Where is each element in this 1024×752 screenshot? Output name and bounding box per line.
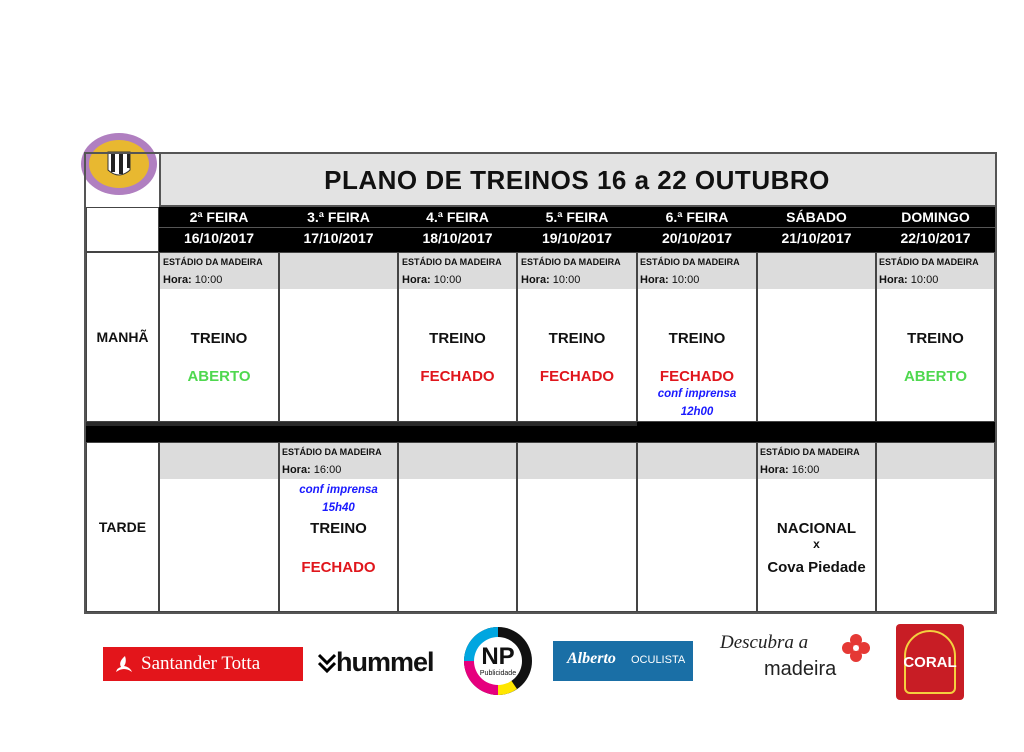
hora-text: Hora: bbox=[640, 274, 669, 286]
treino-label: TREINO bbox=[190, 330, 248, 347]
np-text: NP bbox=[481, 643, 515, 670]
day-header-wed bbox=[398, 207, 517, 252]
row-label-morning: MANHÃ bbox=[96, 329, 149, 345]
status-open: ABERTO bbox=[187, 368, 251, 385]
match-home-team: NACIONAL bbox=[776, 520, 857, 537]
day-name: SÁBADO bbox=[786, 209, 847, 225]
madeira-text: madeira bbox=[764, 658, 837, 680]
time-label bbox=[402, 274, 461, 286]
status-closed: FECHADO bbox=[420, 368, 495, 385]
day-date: 18/10/2017 bbox=[398, 227, 517, 248]
day-header-sun bbox=[876, 207, 995, 252]
santander-logo bbox=[103, 647, 303, 681]
venue-label: ESTÁDIO DA MADEIRA bbox=[760, 447, 860, 457]
day-name: 5.ª FEIRA bbox=[545, 209, 609, 225]
time-value: 16:00 bbox=[313, 464, 342, 476]
coral-beer-logo bbox=[896, 624, 964, 700]
day-header-fri bbox=[637, 207, 757, 252]
morning-band-tue bbox=[280, 253, 397, 289]
np-sub-text: Publicidade bbox=[479, 670, 517, 677]
hummel-logo bbox=[318, 646, 443, 680]
venue-label: ESTÁDIO DA MADEIRA bbox=[521, 257, 621, 267]
day-name: 6.ª FEIRA bbox=[665, 209, 729, 225]
match-versus: x bbox=[813, 537, 820, 551]
time-value: 10:00 bbox=[671, 274, 700, 286]
hora-text: Hora: bbox=[163, 274, 192, 286]
time-label bbox=[521, 274, 580, 286]
treino-label: TREINO bbox=[429, 330, 486, 347]
afternoon-band-sun bbox=[877, 443, 994, 479]
chevron-icon bbox=[318, 652, 336, 674]
morning-band-sat bbox=[758, 253, 875, 289]
afternoon-band-thu bbox=[518, 443, 636, 479]
time-label bbox=[640, 274, 699, 286]
press-conference-time: 15h40 bbox=[322, 502, 355, 514]
venue-label: ESTÁDIO DA MADEIRA bbox=[640, 257, 740, 267]
descubra-text: Descubra a bbox=[720, 632, 809, 653]
afternoon-band-mon bbox=[160, 443, 278, 479]
hora-text: Hora: bbox=[760, 464, 789, 476]
match-away-team: Cova Piedade bbox=[767, 559, 866, 576]
row-label-afternoon: TARDE bbox=[98, 519, 147, 535]
venue-label: ESTÁDIO DA MADEIRA bbox=[402, 257, 502, 267]
day-date: 22/10/2017 bbox=[876, 227, 995, 248]
day-date: 20/10/2017 bbox=[637, 227, 757, 248]
status-closed: FECHADO bbox=[539, 368, 615, 385]
np-publicidade-logo bbox=[455, 624, 541, 698]
afternoon-band-wed bbox=[399, 443, 516, 479]
flame-icon bbox=[113, 654, 135, 674]
page-title: PLANO DE TREINOS 16 a 22 OUTUBRO bbox=[324, 165, 830, 195]
day-name: 3.ª FEIRA bbox=[307, 209, 370, 225]
descubra-madeira-logo bbox=[716, 630, 876, 686]
santander-text: Santander Totta bbox=[141, 653, 261, 674]
time-label bbox=[282, 464, 341, 476]
venue-label: ESTÁDIO DA MADEIRA bbox=[879, 257, 979, 267]
status-closed: FECHADO bbox=[301, 559, 376, 576]
status-open: ABERTO bbox=[903, 368, 968, 385]
press-conference-time: 12h00 bbox=[680, 406, 714, 418]
day-header-mon bbox=[159, 207, 279, 252]
day-date: 21/10/2017 bbox=[757, 227, 876, 248]
hora-text: Hora: bbox=[402, 274, 431, 286]
hora-text: Hora: bbox=[282, 464, 311, 476]
time-value: 10:00 bbox=[194, 274, 223, 286]
day-name: 4.ª FEIRA bbox=[426, 209, 489, 225]
day-date: 16/10/2017 bbox=[159, 227, 279, 248]
treino-label: TREINO bbox=[310, 520, 367, 537]
day-name: DOMINGO bbox=[901, 209, 970, 225]
time-value: 10:00 bbox=[910, 274, 939, 286]
flower-icon bbox=[840, 632, 872, 664]
hora-text: Hora: bbox=[521, 274, 550, 286]
time-value: 10:00 bbox=[433, 274, 462, 286]
day-header-thu bbox=[517, 207, 637, 252]
press-conference-label: conf imprensa bbox=[657, 388, 737, 400]
time-value: 16:00 bbox=[791, 464, 820, 476]
oculista-text: OCULISTA bbox=[631, 654, 686, 666]
day-name: 2ª FEIRA bbox=[189, 209, 249, 225]
day-date: 19/10/2017 bbox=[517, 227, 637, 248]
row-label-header-blank bbox=[86, 207, 159, 252]
status-closed: FECHADO bbox=[659, 368, 735, 385]
alberto-oculista-logo bbox=[553, 641, 693, 681]
coral-text: CORAL bbox=[903, 654, 957, 671]
time-label bbox=[163, 274, 222, 286]
treino-label: TREINO bbox=[907, 330, 964, 347]
venue-label: ESTÁDIO DA MADEIRA bbox=[163, 257, 263, 267]
alberto-text: Alberto bbox=[567, 650, 616, 667]
time-value: 10:00 bbox=[552, 274, 581, 286]
afternoon-band-fri bbox=[638, 443, 756, 479]
hummel-text: hummel bbox=[336, 647, 434, 677]
day-date: 17/10/2017 bbox=[279, 227, 398, 248]
day-header-sat bbox=[757, 207, 876, 252]
time-label bbox=[760, 464, 819, 476]
venue-label: ESTÁDIO DA MADEIRA bbox=[282, 447, 382, 457]
day-header-tue bbox=[279, 207, 398, 252]
hora-text: Hora: bbox=[879, 274, 908, 286]
press-conference-label: conf imprensa bbox=[299, 484, 378, 496]
separator-divider-left bbox=[86, 422, 637, 426]
treino-label: TREINO bbox=[548, 330, 606, 347]
time-label bbox=[879, 274, 938, 286]
treino-label: TREINO bbox=[668, 330, 726, 347]
